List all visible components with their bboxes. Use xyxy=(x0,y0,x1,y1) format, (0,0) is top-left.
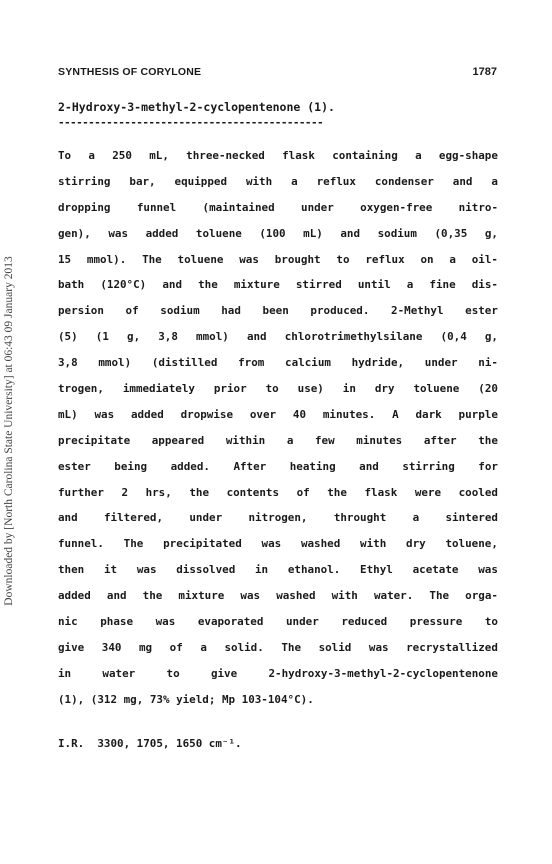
word: immediately xyxy=(122,382,195,396)
word: sintered xyxy=(445,511,498,525)
word: a xyxy=(200,640,207,654)
word: a xyxy=(406,278,414,292)
download-stamp: Downloaded by [North Carolina State University] at 06:43 09 January 2013 xyxy=(3,256,15,606)
word: persion xyxy=(58,304,104,318)
word: precipitated xyxy=(163,537,242,551)
word: added xyxy=(58,589,91,603)
word: use) xyxy=(297,382,324,396)
ir-data-line: I.R. 3300, 1705, 1650 cm⁻¹. xyxy=(58,737,242,750)
word: mL) xyxy=(58,407,78,421)
word: after xyxy=(423,433,457,447)
word: mg xyxy=(139,640,153,654)
word: 2 xyxy=(121,485,129,499)
text-line xyxy=(58,221,498,247)
word: been xyxy=(262,304,289,318)
word: water xyxy=(102,666,136,680)
word: fine xyxy=(429,278,456,292)
word: toluene xyxy=(413,382,460,396)
word: 3,8 xyxy=(158,330,178,344)
word: (20 xyxy=(478,382,498,396)
word: on xyxy=(420,252,434,266)
word: of xyxy=(169,640,183,654)
word: and xyxy=(106,589,127,603)
word: (1 xyxy=(95,330,109,344)
text-line xyxy=(58,402,498,428)
word: pressure xyxy=(409,615,463,629)
word: few xyxy=(315,433,335,447)
word: nitrogen, xyxy=(248,511,308,525)
word: to xyxy=(484,615,498,629)
word: reflux xyxy=(365,252,405,266)
word: had xyxy=(221,304,241,318)
word: with xyxy=(331,589,358,603)
page-number: 1787 xyxy=(472,66,497,78)
word: flask xyxy=(364,485,398,499)
word: to xyxy=(265,382,279,396)
word: it xyxy=(103,563,118,577)
word: being xyxy=(114,459,148,473)
word: purple xyxy=(458,407,498,421)
word: solid. xyxy=(224,640,264,654)
text-line xyxy=(58,298,498,324)
word: hrs, xyxy=(145,485,172,499)
word: heating xyxy=(289,459,336,473)
word: ethanol. xyxy=(287,563,341,577)
word: contents xyxy=(226,485,280,499)
word: The xyxy=(123,537,144,551)
word: the xyxy=(327,485,347,499)
word: (1), xyxy=(58,692,91,706)
word: minutes xyxy=(356,433,403,447)
word: solid xyxy=(318,640,352,654)
word: (distilled xyxy=(151,356,218,370)
word: 2-hydroxy-3-methyl-2-cyclopentenone xyxy=(268,666,498,680)
word: (0,35 xyxy=(434,226,468,240)
word: a xyxy=(88,149,95,162)
word: dis- xyxy=(471,278,498,292)
word: mixture xyxy=(233,278,280,292)
word: under xyxy=(285,615,319,629)
word: (0,4 xyxy=(440,330,467,344)
word: give xyxy=(58,640,85,654)
text-line xyxy=(58,272,498,298)
text-line xyxy=(58,557,498,583)
text-line xyxy=(58,609,498,635)
word: under xyxy=(301,200,334,214)
text-line xyxy=(58,376,498,402)
text-line xyxy=(58,505,498,531)
word: from xyxy=(238,356,265,370)
word: ni- xyxy=(478,356,498,370)
word: precipitate xyxy=(58,433,131,447)
word: throught xyxy=(333,511,387,525)
word: evaporated xyxy=(197,615,264,629)
word: with xyxy=(245,174,273,188)
word: 250 xyxy=(112,149,132,162)
word: for xyxy=(478,459,498,473)
text-line xyxy=(58,350,498,376)
word: flask xyxy=(282,149,315,162)
text-line xyxy=(58,454,498,480)
word: toluene xyxy=(195,226,242,240)
word: and xyxy=(340,226,361,240)
word: of xyxy=(296,485,310,499)
word: toluene, xyxy=(445,537,498,551)
word: recrystallized xyxy=(406,640,498,654)
word: stirring xyxy=(402,459,455,473)
word: funnel. xyxy=(58,537,104,551)
word: added xyxy=(130,407,164,421)
word: brought xyxy=(274,252,321,266)
word: with xyxy=(360,537,387,551)
word: washed xyxy=(276,589,316,603)
word: reduced xyxy=(341,615,388,629)
text-line xyxy=(58,195,498,221)
word: further xyxy=(58,485,104,499)
word: 3,8 xyxy=(58,356,78,370)
word: nic xyxy=(58,615,78,629)
word: bar, xyxy=(129,174,156,188)
word: under xyxy=(189,511,223,525)
word: the xyxy=(478,433,498,447)
word: water. xyxy=(373,589,414,603)
word: mL) xyxy=(303,226,323,240)
word: added xyxy=(145,226,179,240)
word: a xyxy=(291,174,298,188)
word: the xyxy=(189,485,210,499)
word: mg, xyxy=(123,692,150,706)
word: stirring xyxy=(58,174,111,188)
word: oil- xyxy=(471,252,498,266)
word: was xyxy=(155,615,176,629)
word: yield; xyxy=(176,692,222,706)
word: of xyxy=(125,304,139,318)
word: sodium xyxy=(377,226,417,240)
word: was xyxy=(94,407,115,421)
text-line xyxy=(58,143,498,169)
word: washed xyxy=(300,537,341,551)
word: under xyxy=(424,356,458,370)
word: g, xyxy=(127,330,141,344)
word: appeared xyxy=(151,433,205,447)
word: three-necked xyxy=(186,149,265,162)
word: give xyxy=(210,666,238,680)
text-line xyxy=(58,247,498,273)
text-line xyxy=(58,324,498,350)
word: mmol) xyxy=(196,330,229,344)
word: funnel xyxy=(136,200,177,214)
word: mL, xyxy=(149,149,169,162)
word: orga- xyxy=(465,589,498,603)
word: 340 xyxy=(101,640,122,654)
word: chlorotrimethylsilane xyxy=(284,330,423,344)
word: 73% xyxy=(149,692,177,706)
word: a xyxy=(412,511,420,525)
word: gen), xyxy=(58,226,91,240)
word: reflux xyxy=(316,174,356,188)
word: containing xyxy=(332,149,398,162)
word: g, xyxy=(484,226,498,240)
word: the xyxy=(142,589,163,603)
section-title-underline: -------------------------------------------- xyxy=(58,116,323,129)
text-line xyxy=(58,661,498,687)
word: cooled xyxy=(458,485,498,499)
word: g, xyxy=(484,330,498,344)
word: nitro- xyxy=(458,200,498,214)
word: stirred xyxy=(295,278,342,292)
word: was xyxy=(240,589,261,603)
word: (maintained xyxy=(202,200,275,214)
word: and xyxy=(452,174,473,188)
word: was xyxy=(368,640,389,654)
word: filtered, xyxy=(104,511,164,525)
word: The xyxy=(429,589,450,603)
word: and xyxy=(162,278,182,292)
text-line xyxy=(58,635,498,661)
text-line xyxy=(58,583,498,609)
text-line xyxy=(58,531,498,557)
word: minutes. xyxy=(322,407,376,421)
word: was xyxy=(136,563,157,577)
word: and xyxy=(246,330,267,344)
word: Mp xyxy=(221,692,242,706)
word: dissolved xyxy=(176,563,236,577)
word: was xyxy=(239,252,259,266)
word: dry xyxy=(406,537,426,551)
word: and xyxy=(58,511,78,525)
word: oxygen-free xyxy=(360,200,433,214)
word: added. xyxy=(170,459,210,473)
word: bath xyxy=(58,278,85,292)
word: acetate xyxy=(412,563,459,577)
body-paragraph xyxy=(58,143,498,713)
word: was xyxy=(261,537,282,551)
word: in xyxy=(342,382,356,396)
word: condenser xyxy=(374,174,434,188)
word: in xyxy=(58,666,72,680)
word: trogen, xyxy=(58,382,104,396)
word: (100 xyxy=(259,226,286,240)
word: 15 xyxy=(58,252,72,266)
word: sodium xyxy=(160,304,200,318)
section-title: 2-Hydroxy-3-methyl-2-cyclopentenone (1). xyxy=(58,100,335,114)
word: (120°C) xyxy=(100,278,147,292)
word: a xyxy=(491,174,498,188)
word: prior xyxy=(213,382,247,396)
word: the xyxy=(198,278,218,292)
word: mmol) xyxy=(98,356,132,370)
word: (5) xyxy=(58,330,78,344)
word: dropwise xyxy=(180,407,234,421)
word: After xyxy=(233,459,267,473)
word: in xyxy=(254,563,269,577)
word: then xyxy=(58,563,85,577)
word: Ethyl xyxy=(360,563,393,577)
word: egg-shape xyxy=(438,149,498,162)
word: to xyxy=(336,252,350,266)
word: within xyxy=(225,433,266,447)
text-line xyxy=(58,428,498,454)
word: a xyxy=(286,433,294,447)
word: toluene xyxy=(177,252,224,266)
text-line xyxy=(58,169,498,195)
word: and xyxy=(359,459,379,473)
word: (312 xyxy=(90,692,124,706)
word: was xyxy=(108,226,129,240)
word: until xyxy=(357,278,391,292)
word: a xyxy=(415,149,422,162)
word: To xyxy=(58,149,72,162)
word: mmol). xyxy=(86,252,127,266)
text-line xyxy=(58,687,498,713)
word: produced. xyxy=(310,304,370,318)
word: calcium xyxy=(285,356,331,370)
word: ester xyxy=(465,304,498,318)
word: were xyxy=(414,485,442,499)
word: 103-104°C). xyxy=(241,692,314,706)
word: over xyxy=(249,407,277,421)
word: dark xyxy=(415,407,442,421)
word: equipped xyxy=(174,174,228,188)
word: a xyxy=(449,252,456,266)
word: to xyxy=(166,666,180,680)
running-title: SYNTHESIS OF CORYLONE xyxy=(58,66,202,78)
text-line xyxy=(58,480,498,506)
word: dropping xyxy=(58,200,111,214)
word: 2-Methyl xyxy=(391,304,444,318)
word: A xyxy=(392,407,399,421)
word: dry xyxy=(374,382,395,396)
word: was xyxy=(478,563,498,577)
word: The xyxy=(281,640,302,654)
word: ester xyxy=(58,459,91,473)
word: mixture xyxy=(178,589,225,603)
word: The xyxy=(142,252,162,266)
word: 40 xyxy=(292,407,307,421)
word: phase xyxy=(100,615,134,629)
word: hydride, xyxy=(351,356,405,370)
